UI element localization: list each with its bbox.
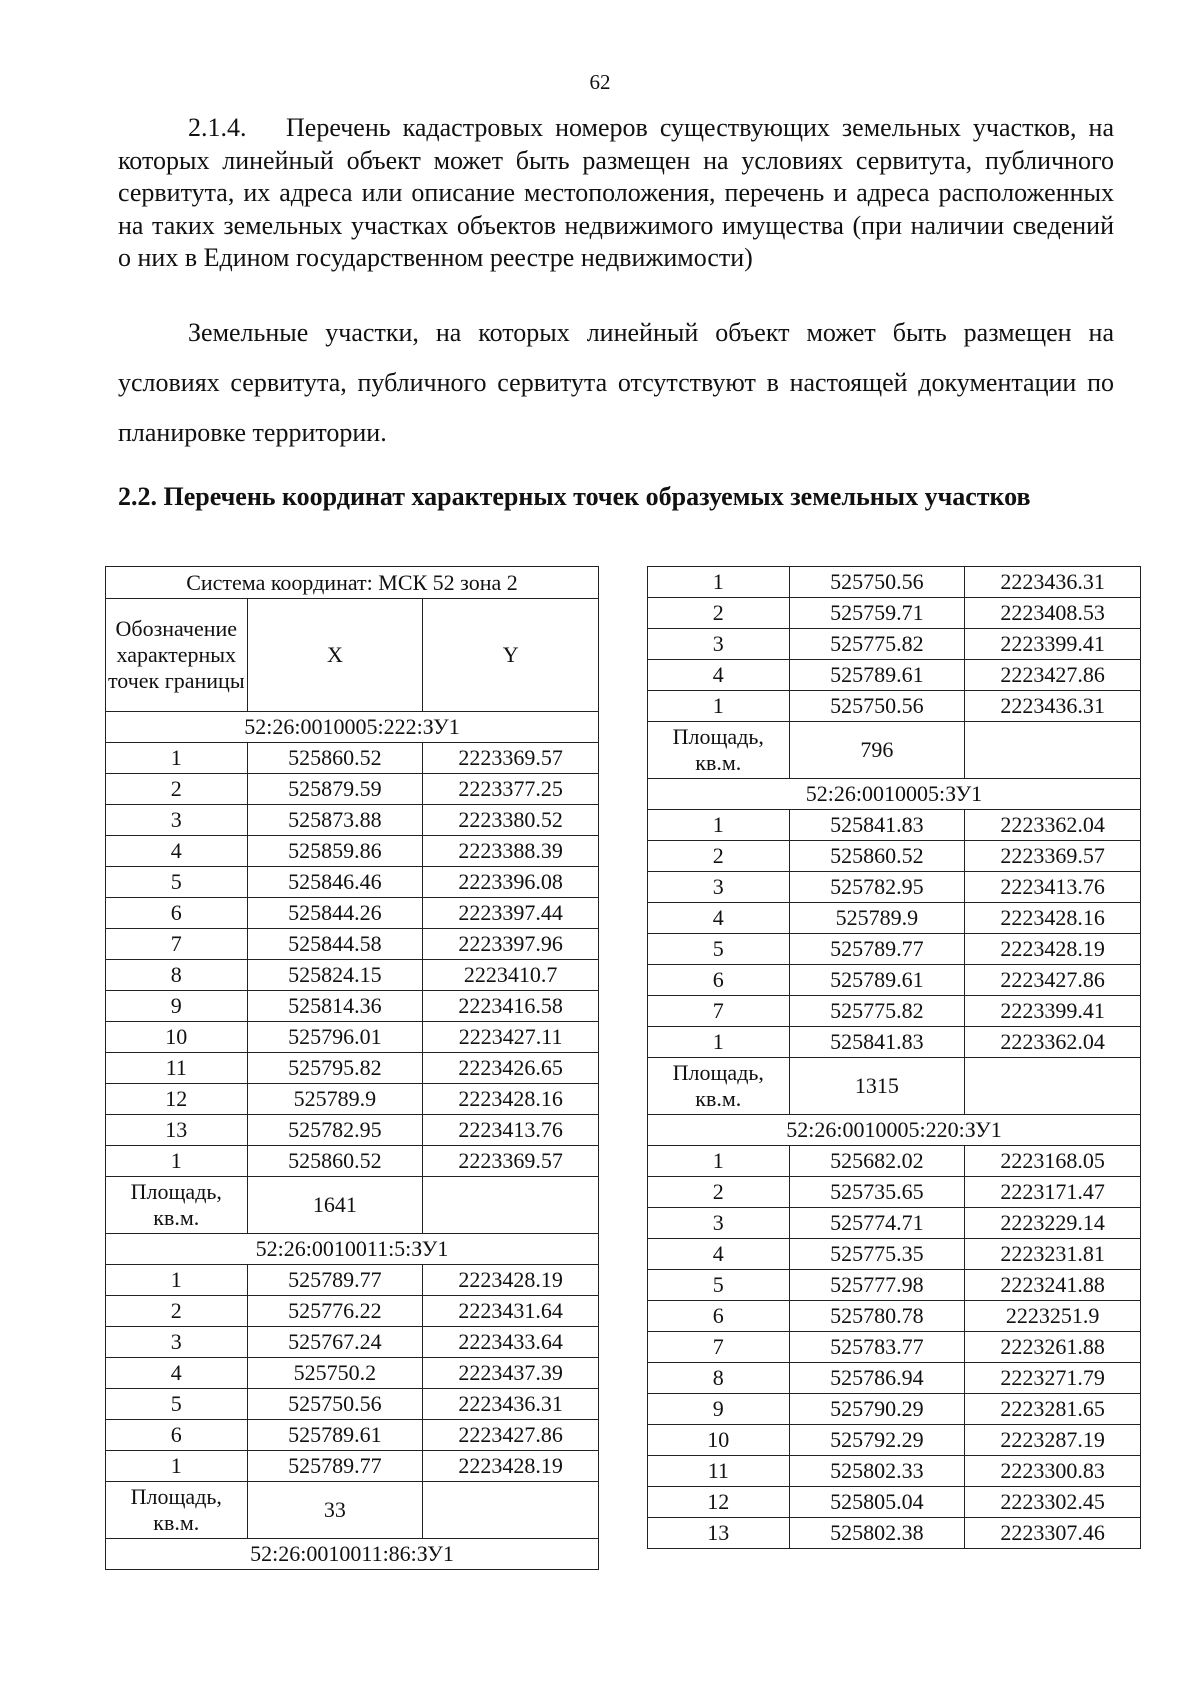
parcel-id: 52:26:0010011:5:ЗУ1 [106,1234,599,1265]
parcel-id-row [648,779,1141,810]
point-number: 5 [106,867,248,898]
point-number: 2 [106,774,248,805]
table-row [648,1425,1141,1456]
area-row [106,1482,599,1539]
table-row [106,1420,599,1451]
area-label: Площадь, кв.м. [106,1177,248,1234]
point-number: 1 [106,1451,248,1482]
table-row [106,1115,599,1146]
coord-y: 2223302.45 [965,1487,1141,1518]
table-row [648,1518,1141,1549]
coord-y: 2223369.57 [965,841,1141,872]
coord-y: 2223436.31 [423,1389,599,1420]
area-value: 1641 [247,1177,423,1234]
coord-x: 525790.29 [789,1394,965,1425]
coord-x: 525860.52 [247,1146,423,1177]
coord-x: 525796.01 [247,1022,423,1053]
coord-y: 2223428.16 [423,1084,599,1115]
coord-y: 2223397.96 [423,929,599,960]
coord-x: 525776.22 [247,1296,423,1327]
table-row [648,965,1141,996]
point-number: 1 [648,691,790,722]
section-2-1-4-heading [118,112,1114,275]
coord-y: 2223362.04 [965,1027,1141,1058]
coord-y: 2223281.65 [965,1394,1141,1425]
coord-x: 525775.35 [789,1239,965,1270]
point-number: 4 [106,1358,248,1389]
area-row [106,1177,599,1234]
coord-x: 525860.52 [247,743,423,774]
coord-x: 525841.83 [789,1027,965,1058]
point-number: 8 [648,1363,790,1394]
table-row [106,743,599,774]
coord-y: 2223229.14 [965,1208,1141,1239]
section-2-2-heading: 2.2. Перечень координат характерных точек образуемых земельных участков [118,482,1031,511]
table-row [106,929,599,960]
coord-y: 2223436.31 [965,691,1141,722]
coord-y: 2223380.52 [423,805,599,836]
coord-y: 2223362.04 [965,810,1141,841]
point-number: 6 [648,965,790,996]
coordinate-system-header: Система координат: МСК 52 зона 2 [106,567,599,599]
point-number: 6 [648,1301,790,1332]
coord-x: 525750.2 [247,1358,423,1389]
table-row [106,867,599,898]
coord-x: 525792.29 [789,1425,965,1456]
table-row [648,1239,1141,1270]
point-number: 11 [648,1456,790,1487]
table-row [648,660,1141,691]
point-number: 11 [106,1053,248,1084]
coord-y: 2223427.86 [965,965,1141,996]
coord-x: 525735.65 [789,1177,965,1208]
area-empty [965,1058,1141,1115]
point-number: 1 [648,810,790,841]
table-row [648,872,1141,903]
section-2-1-4-number: 2.1.4. [188,113,247,142]
coord-x: 525795.82 [247,1053,423,1084]
coord-x: 525802.33 [789,1456,965,1487]
table-row [648,810,1141,841]
area-label: Площадь, кв.м. [648,1058,790,1115]
point-number: 4 [648,1239,790,1270]
area-empty [423,1177,599,1234]
coord-x: 525789.61 [247,1420,423,1451]
area-row [648,722,1141,779]
table-row [106,1358,599,1389]
coord-y: 2223428.16 [965,903,1141,934]
area-empty [965,722,1141,779]
coord-x: 525789.61 [789,965,965,996]
point-number: 3 [106,805,248,836]
table-row [648,1208,1141,1239]
table-row [106,991,599,1022]
column-header-y: Y [423,599,599,712]
coord-y: 2223397.44 [423,898,599,929]
point-number: 1 [106,743,248,774]
coord-y: 2223251.9 [965,1301,1141,1332]
section-2-1-4-title: Перечень кадастровых номеров существующих земельных участков, на которых линейный объект может быть размещен на условиях сервитута, публичного сервитута, их адреса или описание местоположения, перечень и адреса расположенных на таких земельных участках объектов недвижимого имущества (при наличии сведений о них в Едином государственном реестре недвижимости) [118,113,1114,272]
coord-y: 2223377.25 [423,774,599,805]
coord-x: 525846.46 [247,867,423,898]
table-row [648,996,1141,1027]
table-row [106,805,599,836]
coord-x: 525860.52 [789,841,965,872]
coord-x: 525859.86 [247,836,423,867]
coord-x: 525780.78 [789,1301,965,1332]
table-row [106,898,599,929]
point-number: 4 [648,660,790,691]
parcel-id: 52:26:0010011:86:ЗУ1 [106,1539,599,1570]
coord-x: 525789.9 [789,903,965,934]
coord-y: 2223428.19 [423,1451,599,1482]
coord-y: 2223231.81 [965,1239,1141,1270]
point-number: 6 [106,1420,248,1451]
point-number: 9 [648,1394,790,1425]
coord-y: 2223427.86 [965,660,1141,691]
coord-y: 2223399.41 [965,996,1141,1027]
coord-y: 2223426.65 [423,1053,599,1084]
area-row [648,1058,1141,1115]
coord-x: 525783.77 [789,1332,965,1363]
point-number: 3 [648,1208,790,1239]
table-row [106,1084,599,1115]
coord-x: 525879.59 [247,774,423,805]
point-number: 12 [648,1487,790,1518]
coord-x: 525775.82 [789,629,965,660]
system-header-row [106,567,599,599]
point-number: 5 [648,1270,790,1301]
coord-y: 2223171.47 [965,1177,1141,1208]
coord-y: 2223271.79 [965,1363,1141,1394]
coord-y: 2223428.19 [423,1265,599,1296]
table-row [106,836,599,867]
table-row [648,903,1141,934]
point-number: 5 [106,1389,248,1420]
coord-y: 2223408.53 [965,598,1141,629]
coord-y: 2223388.39 [423,836,599,867]
coord-y: 2223168.05 [965,1146,1141,1177]
coord-x: 525841.83 [789,810,965,841]
area-empty [423,1482,599,1539]
point-number: 10 [648,1425,790,1456]
coord-y: 2223410.7 [423,960,599,991]
point-number: 1 [106,1146,248,1177]
coord-y: 2223428.19 [965,934,1141,965]
coord-x: 525824.15 [247,960,423,991]
coord-y: 2223300.83 [965,1456,1141,1487]
parcel-id: 52:26:0010005:220:ЗУ1 [648,1115,1141,1146]
table-row [648,1332,1141,1363]
coord-x: 525814.36 [247,991,423,1022]
area-value: 1315 [789,1058,965,1115]
table-row [648,1363,1141,1394]
table-row [648,1456,1141,1487]
coord-x: 525844.58 [247,929,423,960]
parcel-id-row [106,1539,599,1570]
point-number: 2 [648,598,790,629]
parcel-id-row [106,712,599,743]
table-row [648,841,1141,872]
point-number: 1 [648,1146,790,1177]
table-row [106,1053,599,1084]
coord-y: 2223433.64 [423,1327,599,1358]
coord-x: 525802.38 [789,1518,965,1549]
coord-x: 525750.56 [247,1389,423,1420]
point-number: 3 [648,629,790,660]
coord-y: 2223369.57 [423,743,599,774]
coordinates-table-right [647,566,1141,1549]
table-row [648,567,1141,598]
coord-x: 525782.95 [789,872,965,903]
point-number: 2 [648,1177,790,1208]
coord-x: 525789.77 [247,1451,423,1482]
coord-x: 525789.77 [247,1265,423,1296]
coord-x: 525775.82 [789,996,965,1027]
point-number: 1 [648,1027,790,1058]
point-number: 13 [106,1115,248,1146]
coord-x: 525805.04 [789,1487,965,1518]
coord-x: 525682.02 [789,1146,965,1177]
table-row [106,1451,599,1482]
table-row [648,1394,1141,1425]
table-row [648,1487,1141,1518]
coord-y: 2223437.39 [423,1358,599,1389]
point-number: 2 [648,841,790,872]
coord-y: 2223307.46 [965,1518,1141,1549]
point-number: 8 [106,960,248,991]
table-row [106,774,599,805]
point-number: 3 [648,872,790,903]
table-row [648,934,1141,965]
coord-y: 2223416.58 [423,991,599,1022]
parcel-id-row [648,1115,1141,1146]
point-number: 9 [106,991,248,1022]
point-number: 4 [106,836,248,867]
parcel-id-row [106,1234,599,1265]
coord-y: 2223431.64 [423,1296,599,1327]
coord-y: 2223436.31 [965,567,1141,598]
point-number: 10 [106,1022,248,1053]
page-number: 62 [589,70,611,94]
area-value: 33 [247,1482,423,1539]
coord-x: 525759.71 [789,598,965,629]
coord-y: 2223369.57 [423,1146,599,1177]
table-row [648,1027,1141,1058]
point-number: 1 [648,567,790,598]
column-header-x: X [247,599,423,712]
table-row [106,1296,599,1327]
table-row [106,1389,599,1420]
area-label: Площадь, кв.м. [648,722,790,779]
coord-x: 525782.95 [247,1115,423,1146]
table-row [106,1146,599,1177]
point-number: 5 [648,934,790,965]
table-row [648,629,1141,660]
table-row [648,1301,1141,1332]
point-number: 2 [106,1296,248,1327]
point-number: 7 [648,996,790,1027]
parcel-id: 52:26:0010005:222:ЗУ1 [106,712,599,743]
coord-y: 2223396.08 [423,867,599,898]
table-row [648,1177,1141,1208]
parcel-id: 52:26:0010005:ЗУ1 [648,779,1141,810]
area-value: 796 [789,722,965,779]
column-header-row [106,599,599,712]
coord-x: 525786.94 [789,1363,965,1394]
table-row [648,598,1141,629]
column-header-designation: Обозначение характерных точек границы [106,599,248,712]
point-number: 1 [106,1265,248,1296]
coord-y: 2223427.86 [423,1420,599,1451]
area-label: Площадь, кв.м. [106,1482,248,1539]
coord-x: 525789.77 [789,934,965,965]
table-row [106,960,599,991]
point-number: 3 [106,1327,248,1358]
body-paragraph: Земельные участки, на которых линейный объект может быть размещен на условиях сервитута, публичного сервитута отсутствуют в настоящей документации по планировке территории. [118,318,1114,447]
table-row [106,1327,599,1358]
table-row [106,1022,599,1053]
coord-x: 525750.56 [789,567,965,598]
coord-x: 525873.88 [247,805,423,836]
coord-y: 2223287.19 [965,1425,1141,1456]
point-number: 6 [106,898,248,929]
coord-y: 2223427.11 [423,1022,599,1053]
table-row [648,1270,1141,1301]
coord-x: 525774.71 [789,1208,965,1239]
coord-y: 2223413.76 [965,872,1141,903]
point-number: 12 [106,1084,248,1115]
coord-x: 525777.98 [789,1270,965,1301]
table-row [648,691,1141,722]
coord-x: 525789.9 [247,1084,423,1115]
coord-y: 2223413.76 [423,1115,599,1146]
point-number: 7 [648,1332,790,1363]
coord-y: 2223261.88 [965,1332,1141,1363]
coord-x: 525789.61 [789,660,965,691]
point-number: 7 [106,929,248,960]
point-number: 13 [648,1518,790,1549]
table-row [648,1146,1141,1177]
coord-x: 525750.56 [789,691,965,722]
table-row [106,1265,599,1296]
coord-y: 2223241.88 [965,1270,1141,1301]
point-number: 4 [648,903,790,934]
coord-y: 2223399.41 [965,629,1141,660]
coord-x: 525767.24 [247,1327,423,1358]
coordinates-table-left [105,566,599,1570]
coord-x: 525844.26 [247,898,423,929]
